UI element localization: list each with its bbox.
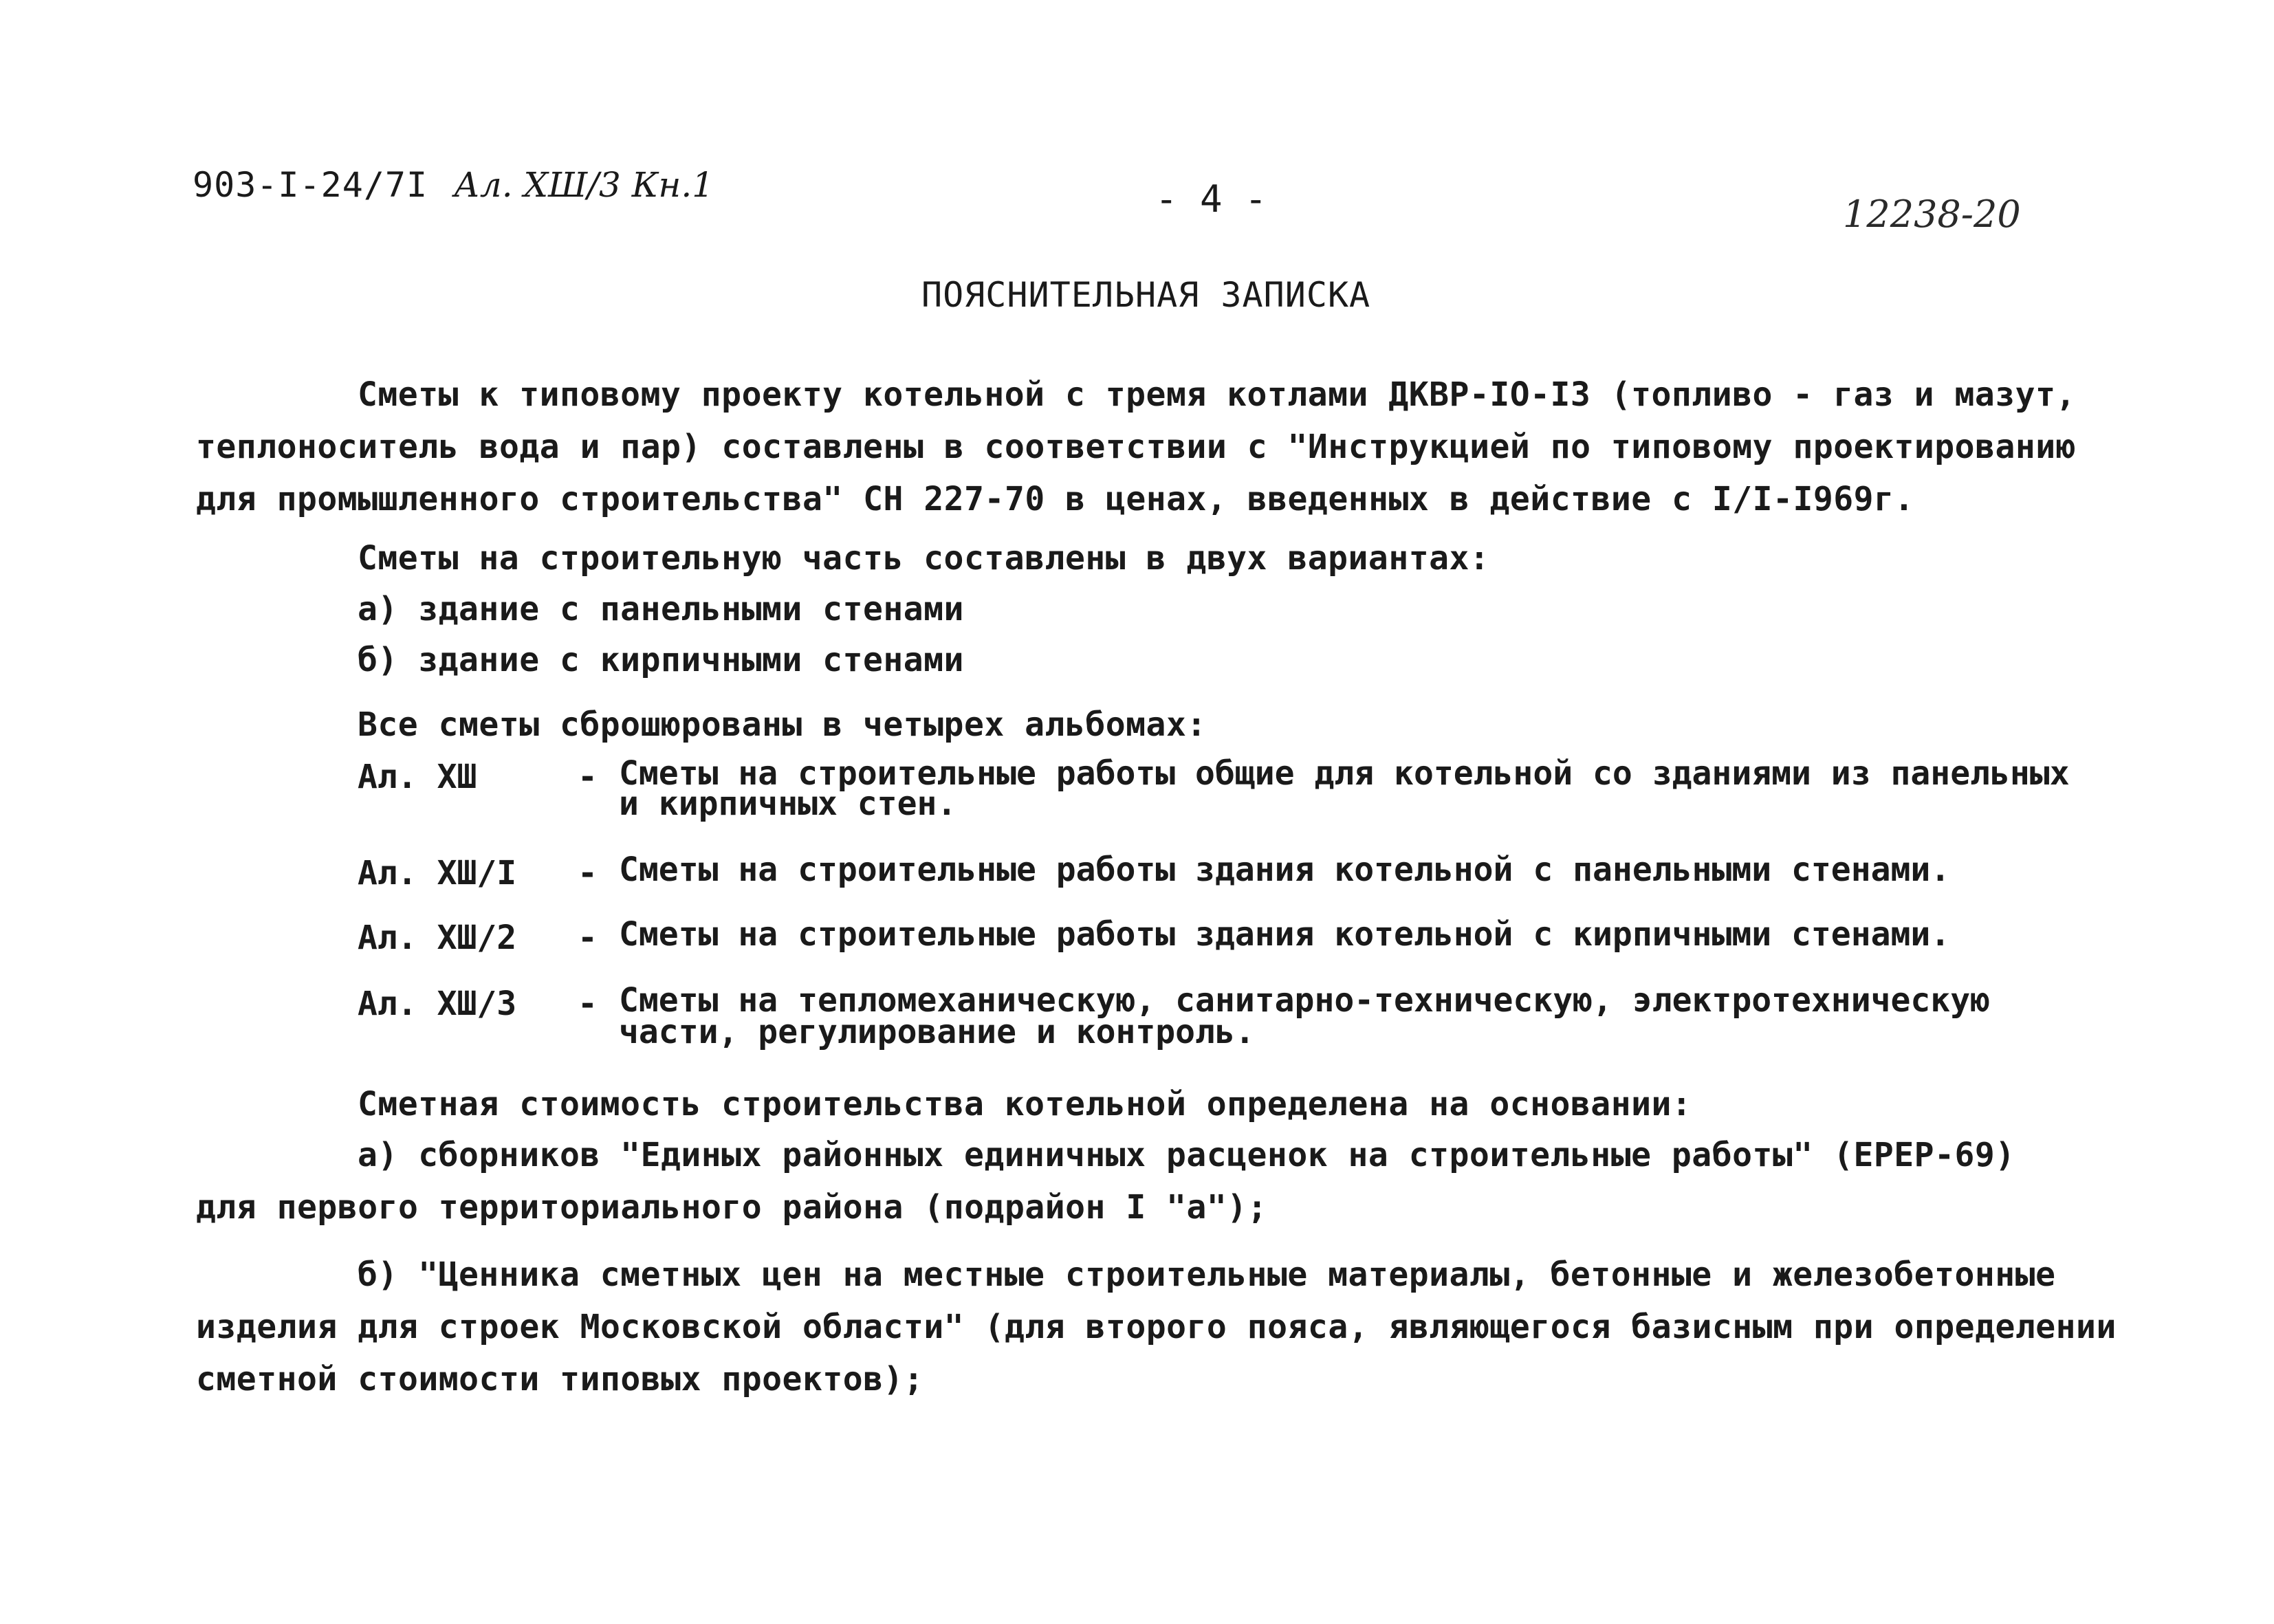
cost-b-line-1: б) "Ценника сметных цен на местные строительные материалы, бетонные и железобетонные <box>358 1255 2056 1294</box>
album-dash: - <box>578 758 598 796</box>
album-desc-line: части, регулирование и контроль. <box>619 1013 1255 1051</box>
cost-a-line-2: для первого территориального района (подрайон I "а"); <box>196 1188 1268 1227</box>
cost-intro: Сметная стоимость строительства котельной определена на основании: <box>358 1085 1692 1123</box>
page-number: - 4 - <box>1155 177 1267 221</box>
album-dash: - <box>578 919 598 957</box>
album-desc-line: Сметы на строительные работы общие для котельной со зданиями из панельных <box>619 754 2070 793</box>
album-desc-line: Сметы на строительные работы здания котельной с кирпичными стенами. <box>619 915 1951 954</box>
variant-a: а) здание с панельными стенами <box>358 590 964 628</box>
album-dash: - <box>578 854 598 892</box>
intro-line-1: Сметы к типовому проекту котельной с тремя котлами ДКВР-IO-I3 (топливо - газ и мазут, <box>358 375 2076 414</box>
cost-b-line-3: сметной стоимости типовых проектов); <box>196 1360 924 1398</box>
album-desc-line: и кирпичных стен. <box>619 784 957 823</box>
album-dash: - <box>578 985 598 1023</box>
albums-intro: Все сметы сброшюрованы в четырех альбомах: <box>358 705 1207 744</box>
cost-b-line-2: изделия для строек Московской области" (для второго пояса, являющегося базисным при определении <box>196 1308 2117 1346</box>
intro-line-3: для промышленного строительства" СН 227-70 в ценах, введенных в действие с I/I-I969г. <box>196 480 1914 518</box>
album-label: Ал. XШ/2 <box>358 919 517 957</box>
archive-number: 12238-20 <box>1843 193 2021 236</box>
album-label: Ал. XШ <box>358 758 477 796</box>
document-title: ПОЯСНИТЕЛЬНАЯ ЗАПИСКА <box>921 275 1371 315</box>
album-desc-line: Сметы на строительные работы здания котельной с панельными стенами. <box>619 851 1951 889</box>
album-reference: Ал. XШ/3 Кн.1 <box>454 165 714 205</box>
variants-intro: Сметы на строительную часть составлены в двух вариантах: <box>358 539 1490 578</box>
cost-a-line-1: а) сборников "Единых районных единичных расценок на строительные работы" (ЕРЕР-69) <box>358 1136 2015 1174</box>
intro-line-2: теплоноситель вода и пар) составлены в соответствии с "Инструкцией по типовому проектированию <box>196 428 2077 466</box>
album-label: Ал. XШ/3 <box>358 985 517 1023</box>
variant-b: б) здание с кирпичными стенами <box>358 641 964 679</box>
document-code: 903-I-24/7I <box>193 165 428 205</box>
album-desc-line: Сметы на тепломеханическую, санитарно-техническую, электротехническую <box>619 981 1990 1020</box>
album-label: Ал. XШ/I <box>358 854 517 892</box>
